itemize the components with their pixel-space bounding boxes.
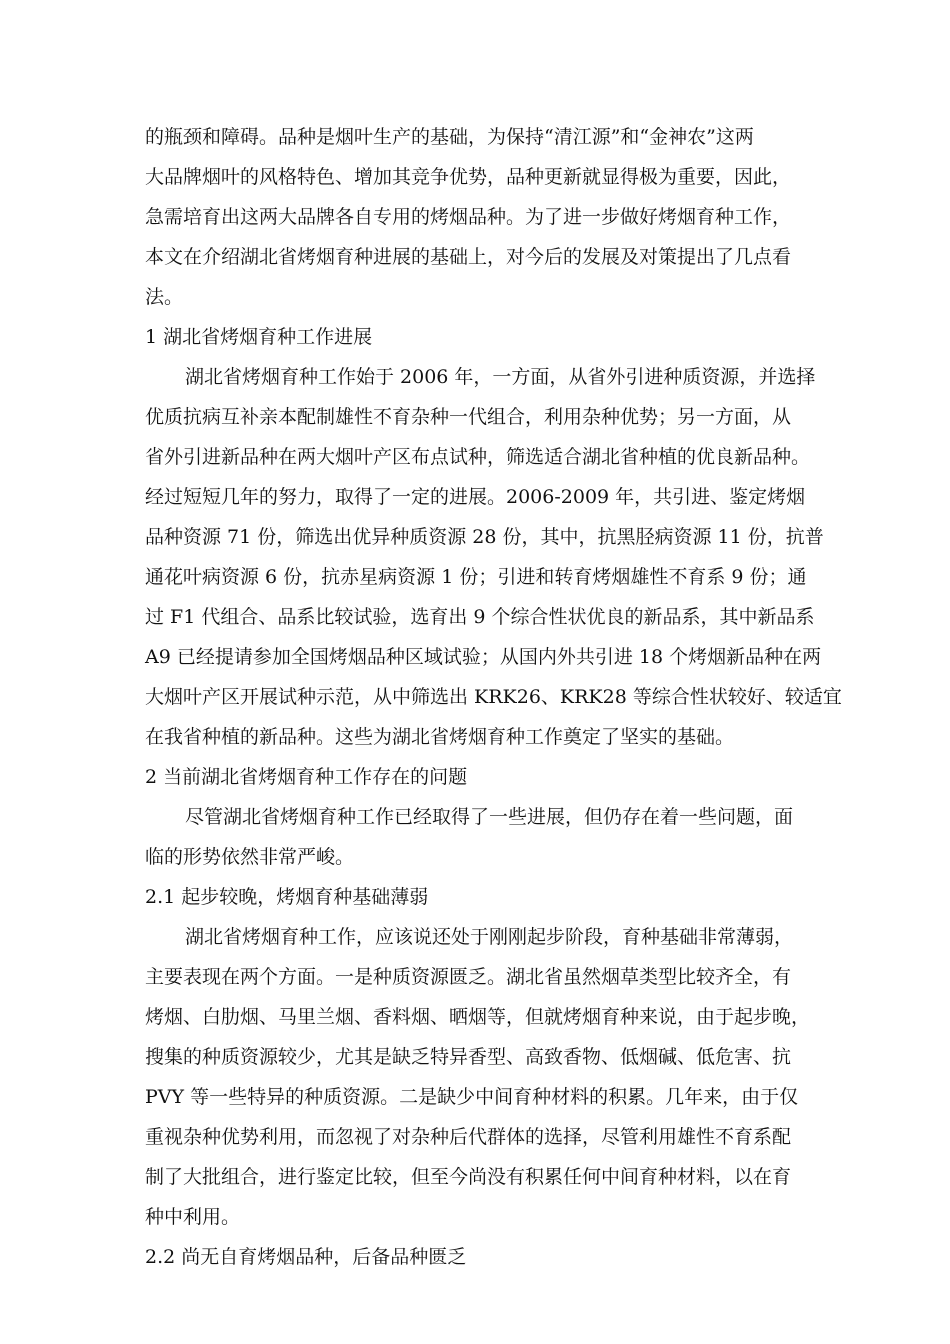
paragraph-progress-line-5: 品种资源 71 份，筛选出优异种质资源 28 份，其中，抗黑胫病资源 11 份，抗普	[145, 526, 824, 548]
paragraph-intro-line-5: 法。	[145, 286, 184, 308]
paragraph-intro-line-2: 大品牌烟叶的风格特色、增加其竞争优势，品种更新就显得极为重要，因此，	[145, 166, 792, 188]
paragraph-progress-line-1: 湖北省烤烟育种工作始于 2006 年，一方面，从省外引进种质资源，并选择	[185, 366, 816, 388]
paragraph-foundation-line-1: 湖北省烤烟育种工作，应该说还处于刚刚起步阶段，育种基础非常薄弱，	[185, 926, 794, 948]
section-heading-2: 2 当前湖北省烤烟育种工作存在的问题	[145, 766, 468, 788]
paragraph-foundation-line-6: 重视杂种优势利用，而忽视了对杂种后代群体的选择，尽管利用雄性不育系配	[145, 1126, 792, 1148]
paragraph-progress-line-8: A9 已经提请参加全国烤烟品种区域试验；从国内外共引进 18 个烤烟新品种在两	[145, 646, 822, 668]
paragraph-intro-line-4: 本文在介绍湖北省烤烟育种进展的基础上，对今后的发展及对策提出了几点看	[145, 246, 792, 268]
paragraph-foundation-line-3: 烤烟、白肋烟、马里兰烟、香料烟、晒烟等，但就烤烟育种来说，由于起步晚，	[145, 1006, 811, 1028]
paragraph-problems-line-2: 临的形势依然非常严峻。	[145, 846, 355, 868]
paragraph-foundation-line-8: 种中利用。	[145, 1206, 241, 1228]
section-heading-1: 1 湖北省烤烟育种工作进展	[145, 326, 373, 348]
paragraph-progress-line-7: 过 F1 代组合、品系比较试验，选育出 9 个综合性状优良的新品系，其中新品系	[145, 606, 815, 628]
subsection-heading-2-1: 2.1 起步较晚，烤烟育种基础薄弱	[145, 886, 429, 908]
paragraph-foundation-line-4: 搜集的种质资源较少，尤其是缺乏特异香型、高致香物、低烟碱、低危害、抗	[145, 1046, 792, 1068]
paragraph-progress-line-3: 省外引进新品种在两大烟叶产区布点试种，筛选适合湖北省种植的优良新品种。	[145, 446, 811, 468]
subsection-heading-2-2: 2.2 尚无自育烤烟品种，后备品种匮乏	[145, 1246, 467, 1268]
paragraph-foundation-line-5: PVY 等一些特异的种质资源。二是缺少中间育种材料的积累。几年来，由于仅	[145, 1086, 799, 1108]
paragraph-problems-line-1: 尽管湖北省烤烟育种工作已经取得了一些进展，但仍存在着一些问题，面	[185, 806, 794, 828]
paragraph-intro-line-3: 急需培育出这两大品牌各自专用的烤烟品种。为了进一步做好烤烟育种工作，	[145, 206, 792, 228]
paragraph-progress-line-4: 经过短短几年的努力，取得了一定的进展。2006-2009 年，共引进、鉴定烤烟	[145, 486, 806, 508]
paragraph-progress-line-9: 大烟叶产区开展试种示范，从中筛选出 KRK26、KRK28 等综合性状较好、较适宜	[145, 686, 842, 708]
paragraph-progress-line-2: 优质抗病互补亲本配制雄性不育杂种一代组合，利用杂种优势；另一方面，从	[145, 406, 792, 428]
paragraph-foundation-line-2: 主要表现在两个方面。一是种质资源匮乏。湖北省虽然烟草类型比较齐全，有	[145, 966, 792, 988]
paragraph-foundation-line-7: 制了大批组合，进行鉴定比较，但至今尚没有积累任何中间育种材料，以在育	[145, 1166, 792, 1188]
paragraph-progress-line-10: 在我省种植的新品种。这些为湖北省烤烟育种工作奠定了坚实的基础。	[145, 726, 735, 748]
paragraph-progress-line-6: 通花叶病资源 6 份，抗赤星病资源 1 份；引进和转育烤烟雄性不育系 9 份；通	[145, 566, 807, 588]
paragraph-intro-line-1: 的瓶颈和障碍。品种是烟叶生产的基础，为保持“清江源”和“金神农”这两	[145, 126, 754, 148]
